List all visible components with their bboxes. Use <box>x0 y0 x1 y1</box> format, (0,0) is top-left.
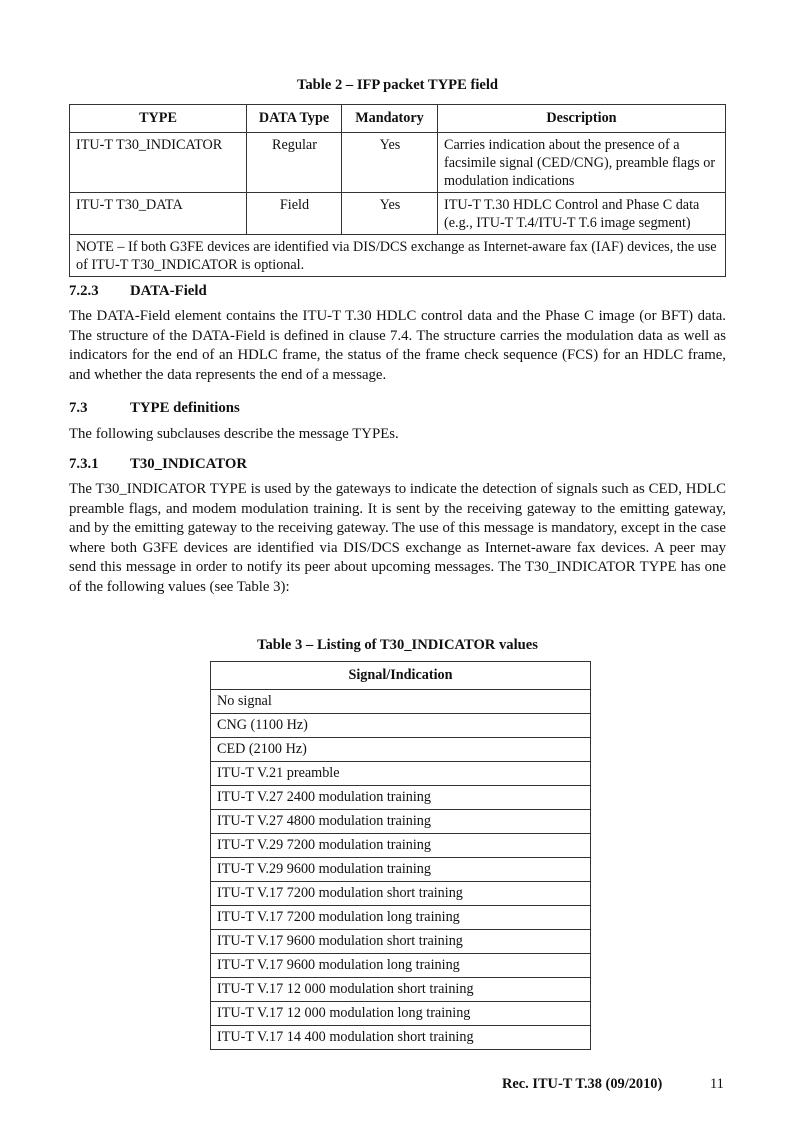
section-title: T30_INDICATOR <box>130 456 248 472</box>
table3-header: Signal/Indication <box>211 662 591 690</box>
table-row <box>211 978 591 1002</box>
table2-header-description: Description <box>438 105 726 133</box>
cell-type: ITU-T T30_DATA <box>70 193 247 235</box>
table2-note-row <box>70 235 726 277</box>
section-heading <box>69 400 240 417</box>
section-body: The following subclauses describe the message TYPEs. <box>69 426 399 442</box>
section-number: 7.3 <box>69 400 88 416</box>
signal-indication-cell: ITU-T V.17 14 400 modulation short training <box>211 1026 591 1050</box>
table-row <box>211 1002 591 1026</box>
section-title: TYPE definitions <box>130 400 240 416</box>
table-row <box>211 786 591 810</box>
table-row <box>211 834 591 858</box>
footer-reference: Rec. ITU-T T.38 (09/2010) <box>502 1076 663 1092</box>
table2-header-type: TYPE <box>70 105 247 133</box>
cell-description: ITU-T T.30 HDLC Control and Phase C data (e.g., ITU-T T.4/ITU-T T.6 image segment) <box>438 193 726 235</box>
table-row <box>211 882 591 906</box>
table2-header-data-type: DATA Type <box>247 105 342 133</box>
table2-note: NOTE – If both G3FE devices are identified via DIS/DCS exchange as Internet-aware fax (IAF) devices, the use of ITU-T T30_INDICATOR is optional. <box>70 235 726 277</box>
table-row <box>211 906 591 930</box>
table2-header-mandatory: Mandatory <box>342 105 438 133</box>
signal-indication-cell: ITU-T V.29 9600 modulation training <box>211 858 591 882</box>
table-row <box>211 738 591 762</box>
table2-caption: Table 2 – IFP packet TYPE field <box>296 77 499 93</box>
section-heading <box>69 456 247 473</box>
table-row <box>211 1026 591 1050</box>
signal-indication-cell: CNG (1100 Hz) <box>211 714 591 738</box>
signal-indication-cell: CED (2100 Hz) <box>211 738 591 762</box>
table-row <box>70 133 726 193</box>
signal-indication-cell: ITU-T V.17 12 000 modulation long training <box>211 1002 591 1026</box>
cell-mandatory: Yes <box>342 133 438 193</box>
table-row <box>211 690 591 714</box>
cell-mandatory: Yes <box>342 193 438 235</box>
cell-description: Carries indication about the presence of a facsimile signal (CED/CNG), preamble flags or modulation indications <box>438 133 726 193</box>
section-body: The T30_INDICATOR TYPE is used by the gateways to indicate the detection of signals such as CED, HDLC preamble flags, and modem modulation training. It is sent by the receiving gateway to the emitting gateway, and by the emitting gateway to the receiving gateway. The use of this message is mandatory, except in the case where both G3FE devices are identified via DIS/DCS exchange as Internet-aware fax devices. A peer may send this message in order to notify its peer about upcoming messages. The T30_INDICATOR TYPE has one of the following values (see Table 3): <box>69 481 726 595</box>
table-row <box>211 930 591 954</box>
signal-indication-cell: ITU-T V.21 preamble <box>211 762 591 786</box>
signal-indication-cell: ITU-T V.17 9600 modulation long training <box>211 954 591 978</box>
signal-indication-cell: ITU-T V.27 2400 modulation training <box>211 786 591 810</box>
table-row <box>211 810 591 834</box>
table-row <box>211 714 591 738</box>
cell-data-type: Regular <box>247 133 342 193</box>
table3-caption: Table 3 – Listing of T30_INDICATOR values <box>257 637 538 653</box>
signal-indication-cell: ITU-T V.29 7200 modulation training <box>211 834 591 858</box>
cell-data-type: Field <box>247 193 342 235</box>
section-heading <box>69 283 207 300</box>
section-number: 7.3.1 <box>69 456 99 472</box>
table3 <box>210 661 591 1050</box>
table2-header-row <box>70 105 726 133</box>
cell-type: ITU-T T30_INDICATOR <box>70 133 247 193</box>
signal-indication-cell: ITU-T V.17 7200 modulation short training <box>211 882 591 906</box>
section-number: 7.2.3 <box>69 283 99 299</box>
section-title: DATA-Field <box>130 283 207 299</box>
table-row <box>211 954 591 978</box>
table2 <box>69 104 726 277</box>
signal-indication-cell: No signal <box>211 690 591 714</box>
signal-indication-cell: ITU-T V.17 9600 modulation short training <box>211 930 591 954</box>
signal-indication-cell: ITU-T V.27 4800 modulation training <box>211 810 591 834</box>
table-row <box>70 193 726 235</box>
page-number: 11 <box>710 1076 724 1092</box>
section-body: The DATA-Field element contains the ITU-T T.30 HDLC control data and the Phase C image (or BFT) data. The structure of the DATA-Field is defined in clause 7.4. The structure carries the modulation data as well as indicators for the end of an HDLC frame, the status of the frame check sequence (FCS) for an HDLC frame, and whether the data represents the end of a message. <box>69 308 726 383</box>
signal-indication-cell: ITU-T V.17 12 000 modulation short training <box>211 978 591 1002</box>
table-row <box>211 858 591 882</box>
table3-header-row <box>211 662 591 690</box>
table-row <box>211 762 591 786</box>
signal-indication-cell: ITU-T V.17 7200 modulation long training <box>211 906 591 930</box>
